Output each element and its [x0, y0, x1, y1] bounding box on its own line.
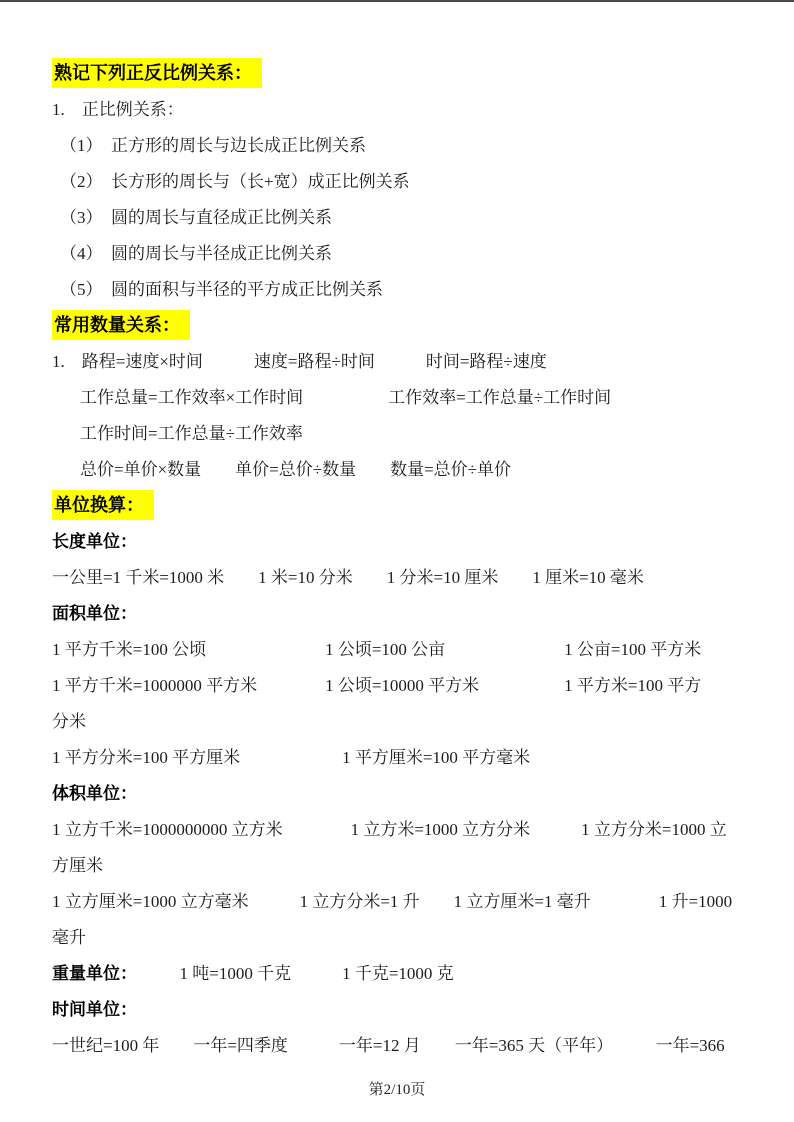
volume-units-line-2-wrap: 毫升 — [52, 928, 86, 947]
proportion-item-1: （1） 正方形的周长与边长成正比例关系 — [60, 136, 366, 155]
area-units-line-3: 1 平方分米=100 平方厘米 1 平方厘米=100 平方毫米 — [52, 748, 531, 767]
weight-units-line — [52, 956, 758, 992]
formula-line-work-total: 工作总量=工作效率×工作时间 工作效率=工作总量÷工作时间 — [80, 388, 612, 407]
proportion-item-2: （2） 长方形的周长与（长+宽）成正比例关系 — [60, 172, 410, 191]
volume-units-line-2: 1 立方厘米=1000 立方毫米 1 立方分米=1 升 1 立方厘米=1 毫升 1 升=1000 — [52, 892, 733, 911]
section-title-proportion: 熟记下列正反比例关系： — [52, 58, 262, 88]
section-title-units: 单位换算： — [52, 490, 154, 520]
subheading-time-units: 时间单位： — [52, 1000, 137, 1019]
section-title-quantity: 常用数量关系： — [52, 310, 190, 340]
subheading-area-units: 面积单位： — [52, 604, 137, 623]
formula-line-work-time: 工作时间=工作总量÷工作效率 — [80, 424, 303, 443]
section-heading-line — [52, 308, 758, 344]
section-heading-line — [52, 56, 758, 92]
proportion-intro: 1. 正比例关系： — [52, 100, 184, 119]
subheading-volume-units: 体积单位： — [52, 784, 137, 803]
formula-line-price: 总价=单价×数量 单价=总价÷数量 数量=总价÷单价 — [80, 460, 512, 479]
subheading-length-units: 长度单位： — [52, 532, 137, 551]
weight-units-values: 1 吨=1000 千克 1 千克=1000 克 — [128, 964, 454, 983]
volume-units-line-1: 1 立方千米=1000000000 立方米 1 立方米=1000 立方分米 1 立方分米=1000 立 — [52, 820, 727, 839]
volume-units-line-1-wrap: 方厘米 — [52, 856, 103, 875]
proportion-item-4: （4） 圆的周长与半径成正比例关系 — [60, 244, 332, 263]
time-units-line: 一世纪=100 年 一年=四季度 一年=12 月 一年=365 天（平年） 一年=366 — [52, 1036, 725, 1055]
subheading-weight-units: 重量单位： — [52, 964, 129, 983]
length-units-line: 一公里=1 千米=1000 米 1 米=10 分米 1 分米=10 厘米 1 厘米=10 毫米 — [52, 568, 644, 587]
area-units-line-2: 1 平方千米=1000000 平方米 1 公顷=10000 平方米 1 平方米=100 平方 — [52, 676, 702, 695]
proportion-item-3: （3） 圆的周长与直径成正比例关系 — [60, 208, 332, 227]
formula-line-distance: 1. 路程=速度×时间 速度=路程÷时间 时间=路程÷速度 — [52, 352, 547, 371]
area-units-line-2-wrap: 分米 — [52, 712, 86, 731]
section-heading-line — [52, 488, 758, 524]
page-number: 第2/10页 — [368, 1082, 426, 1098]
proportion-item-5: （5） 圆的面积与半径的平方成正比例关系 — [60, 280, 383, 299]
area-units-line-1: 1 平方千米=100 公顷 1 公顷=100 公亩 1 公亩=100 平方米 — [52, 640, 702, 659]
